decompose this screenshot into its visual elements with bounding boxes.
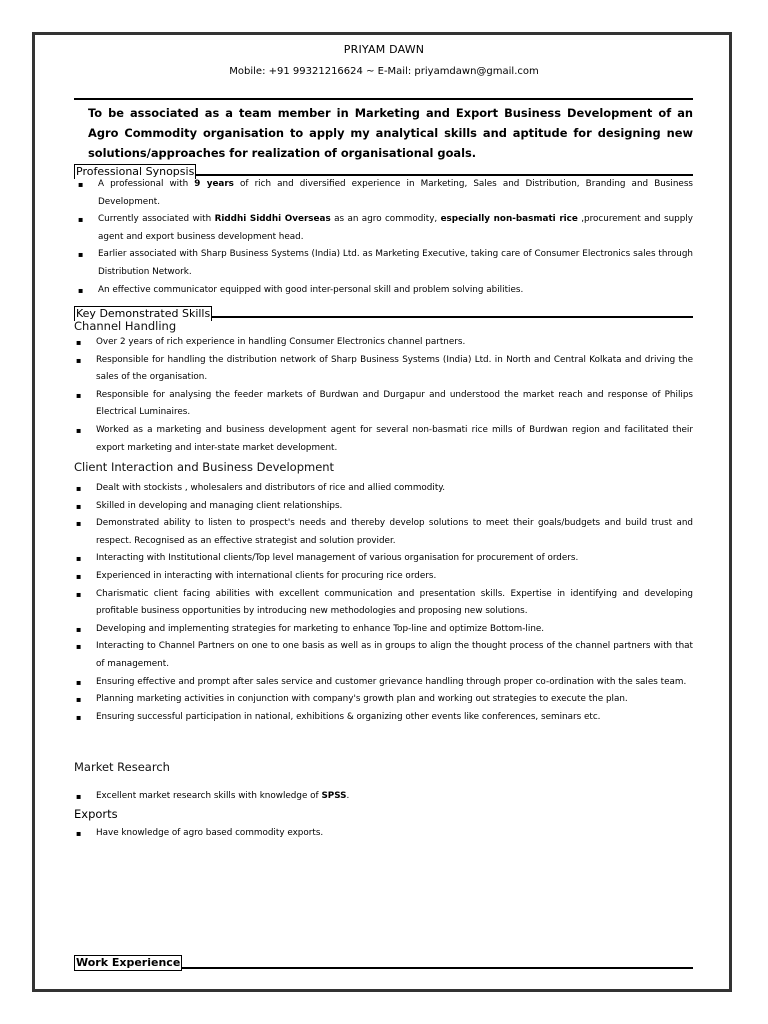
subheading-client-interaction: Client Interaction and Business Development [74, 460, 335, 474]
section-key-skills [74, 302, 693, 318]
list-item: ▪ Earlier associated with Sharp Business Systems (India) Ltd. as Marketing Executive, taking care of Consumer Electronics sales through Distribution Network. [76, 246, 693, 281]
list-item: ▪ An effective communicator equipped with good inter-personal skill and problem solving abilities. [76, 282, 693, 300]
list-item: ▪ Responsible for analysing the feeder markets of Burdwan and Durgapur and understood the market reach and response of Philips Electrical Luminaires. [74, 387, 693, 422]
list-item: ▪ Interacting to Channel Partners on one to one basis as well as in groups to align the thought process of the channel partners with that of management. [74, 638, 693, 673]
list-item: ▪ Interacting with Institutional clients/Top level management of various organisation for procurement of orders. [74, 550, 693, 568]
list-item: ▪ Experienced in interacting with international clients for procuring rice orders. [74, 568, 693, 586]
subheading-channel-handling: Channel Handling [74, 319, 177, 333]
contact-line: Mobile: +91 99321216624 ~ E-Mail: priyamdawn@gmail.com [229, 66, 539, 77]
list-item: ▪ Over 2 years of rich experience in handling Consumer Electronics channel partners. [74, 334, 693, 352]
section-heading: Professional Synopsis [76, 165, 195, 178]
list-item: ▪ Charismatic client facing abilities with excellent communication and presentation skills. Expertise in identifying and developing profitable business opportunities by introducing new methodologies and proposing new solutions. [74, 586, 693, 621]
channel-handling-list [74, 334, 693, 457]
candidate-name: PRIYAM DAWN [343, 43, 425, 56]
list-item: ▪ Dealt with stockists , wholesalers and distributors of rice and allied commodity. [74, 480, 693, 498]
list-item: ▪ Ensuring successful participation in national, exhibitions & organizing other events like conferences, seminars etc. [74, 709, 693, 727]
section-heading: Key Demonstrated Skills [76, 307, 211, 320]
section-professional-synopsis [74, 160, 693, 176]
synopsis-list [76, 176, 693, 299]
section-heading: Work Experience [76, 956, 181, 969]
list-item: ▪ Responsible for handling the distribution network of Sharp Business Systems (India) Ltd. in North and Central Kolkata and driving the sales of the organisation. [74, 352, 693, 387]
subheading-exports: Exports [74, 807, 118, 821]
section-work-experience [74, 951, 693, 969]
list-item: ▪ A professional with 9 years of rich and diversified experience in Marketing, Sales and Distribution, Branding and Business Development. [76, 176, 693, 211]
list-item: ▪ Developing and implementing strategies for marketing to enhance Top-line and optimize Bottom-line. [74, 621, 693, 639]
list-item: ▪ Ensuring effective and prompt after sales service and customer grievance handling through proper co-ordination with the sales team. [74, 674, 693, 692]
list-item: ▪ Currently associated with Riddhi Siddhi Overseas as an agro commodity, especially non-basmati rice ,procurement and supply agent and export business development head. [76, 211, 693, 246]
subheading-market-research: Market Research [74, 760, 170, 774]
list-item: ▪ Demonstrated ability to listen to prospect's needs and thereby develop solutions to meet their goals/budgets and build trust and respect. Recognised as an effective strategist and solution provider. [74, 515, 693, 550]
exports-list [74, 825, 693, 843]
market-research-list [74, 788, 693, 806]
list-item: ▪ Excellent market research skills with knowledge of SPSS. [74, 788, 693, 806]
list-item: ▪ Have knowledge of agro based commodity exports. [74, 825, 693, 843]
client-interaction-list [74, 480, 693, 726]
list-item: ▪ Worked as a marketing and business development agent for several non-basmati rice mills of Burdwan region and facilitated their export marketing and inter-state market development. [74, 422, 693, 457]
list-item: ▪ Planning marketing activities in conjunction with company's growth plan and working out strategies to execute the plan. [74, 691, 693, 709]
objective-statement: To be associated as a team member in Marketing and Export Business Development of an Agro Commodity organisation to apply my analytical skills and aptitude for designing new solutions/approaches for realization of organisational goals. [74, 98, 693, 163]
list-item: ▪ Skilled in developing and managing client relationships. [74, 498, 693, 516]
